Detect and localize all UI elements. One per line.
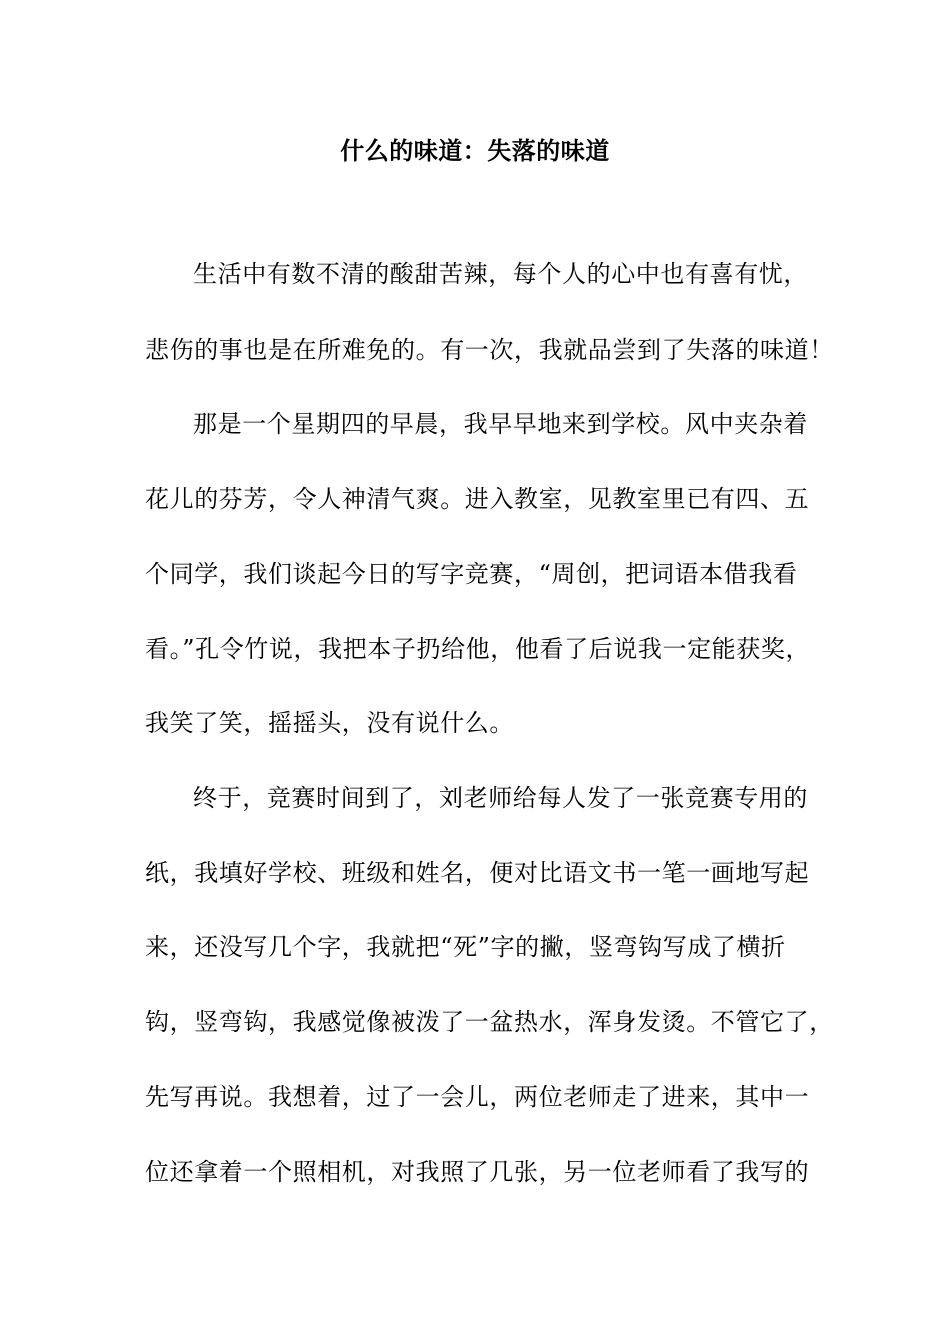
paragraph-line: 先写再说。我想着，过了一会儿，两位老师走了进来，其中一 [145,1083,810,1111]
paragraph-line: 个同学，我们谈起今日的写字竞赛，“周创，把词语本借我看 [145,560,798,588]
paragraph-line: 来，还没写几个字，我就把“死”字的撇，竖弯钩写成了横折 [145,933,786,961]
paragraph-line: 纸，我填好学校、班级和姓名，便对比语文书一笔一画地写起 [145,859,810,887]
paragraph-line: 悲伤的事也是在所难免的。有一次，我就品尝到了失落的味道！ [145,336,834,364]
paragraph-line: 生活中有数不清的酸甜苦辣，每个人的心中也有喜有忧， [193,260,808,288]
paragraph-line: 花儿的芬芳，令人神清气爽。进入教室，见教室里已有四、五 [145,485,810,513]
document-title: 什么的味道：失落的味道 [340,136,610,165]
paragraph-line: 终于，竞赛时间到了，刘老师给每人发了一张竞赛专用的 [193,784,808,812]
paragraph-line: 那是一个星期四的早晨，我早早地来到学校。风中夹杂着 [193,410,808,438]
paragraph-line: 我笑了笑，摇摇头，没有说什么。 [145,709,514,737]
paragraph-line: 看。”孔令竹说，我把本子扔给他，他看了后说我一定能获奖， [145,635,811,663]
paragraph-line: 位还拿着一个照相机，对我照了几张，另一位老师看了我写的 [145,1158,810,1186]
paragraph-line: 钩，竖弯钩，我感觉像被泼了一盆热水，浑身发烫。不管它了， [145,1008,834,1036]
